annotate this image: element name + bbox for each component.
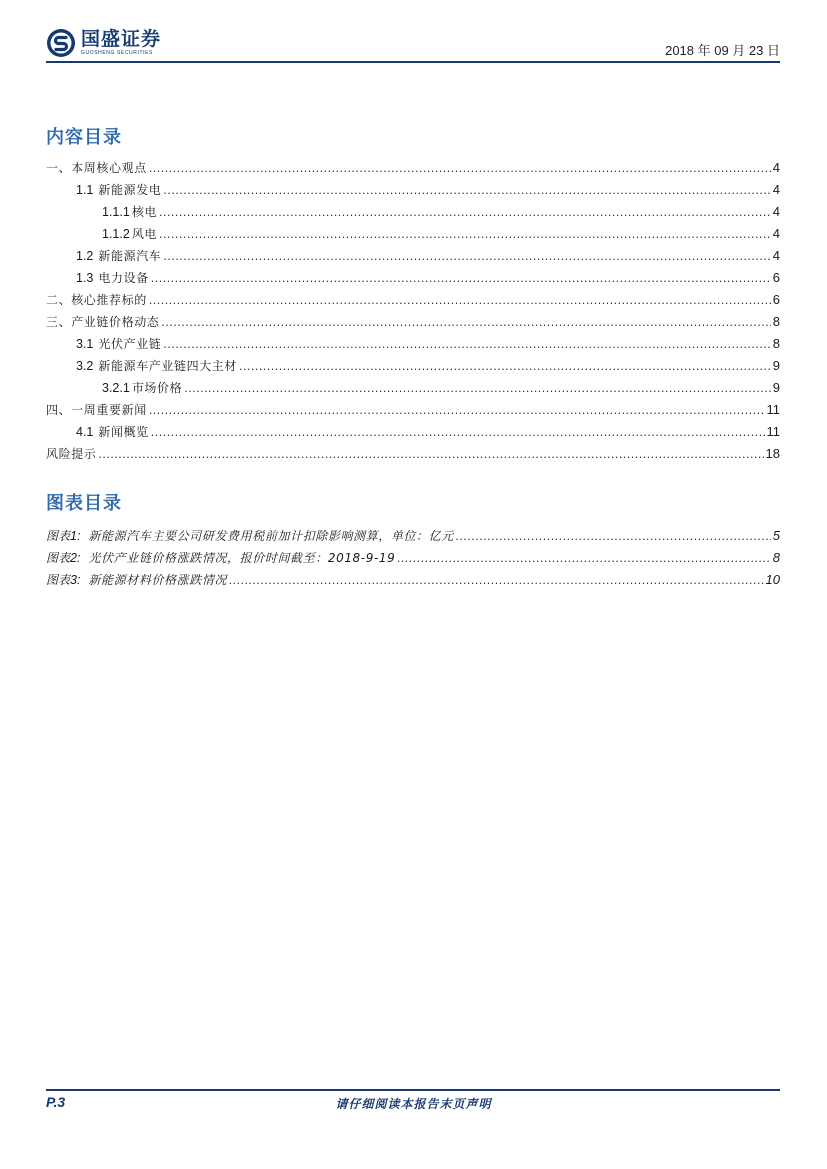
figure-item-number: 1: (70, 529, 81, 543)
toc-item[interactable] (46, 245, 780, 267)
toc-item[interactable] (46, 267, 780, 289)
toc-leader (397, 547, 770, 569)
toc-item-page: 6 (772, 292, 780, 307)
toc-item[interactable] (46, 377, 780, 399)
toc-item-page: 4 (772, 248, 780, 263)
toc-item-page: 8 (772, 314, 780, 329)
toc-leader (149, 399, 765, 421)
toc-item-label: 三、产业链价格动态 (46, 315, 160, 329)
figure-item-prefix: 图表 (46, 529, 71, 543)
toc-item-page: 11 (766, 402, 780, 417)
company-logo (46, 26, 161, 60)
figure-list (46, 525, 780, 591)
toc-leader (149, 289, 771, 311)
toc-title: 内容目录 (46, 127, 122, 148)
figure-item-number: 3: (70, 573, 81, 587)
toc-item-number: 1.1 (76, 183, 94, 197)
toc-item-number: 1.2 (76, 249, 94, 263)
toc-item-number: 1.1.1 (102, 205, 130, 219)
toc-item-label: 新闻概览 (98, 425, 149, 439)
toc-item-number: 3.1 (76, 337, 94, 351)
toc-item-page: 8 (772, 336, 780, 351)
toc-leader (239, 355, 771, 377)
toc-item-label: 新能源汽车 (98, 249, 162, 263)
toc-item-page: 4 (772, 182, 780, 197)
toc-item-page: 18 (765, 446, 780, 461)
toc-item[interactable] (46, 201, 780, 223)
disclaimer-note: 请仔细阅读本报告末页声明 (335, 1097, 492, 1111)
toc-item[interactable] (46, 399, 780, 421)
toc-item-page: 4 (772, 204, 780, 219)
figure-list-title: 图表目录 (46, 493, 122, 514)
toc-leader (456, 525, 771, 547)
toc-item-number: 4.1 (76, 425, 94, 439)
toc-item[interactable] (46, 179, 780, 201)
toc-leader (161, 311, 770, 333)
logo-subtext: GUOSHENG SECURITIES (81, 50, 153, 56)
toc-item-page: 4 (772, 226, 780, 241)
toc-item[interactable] (46, 289, 780, 311)
toc-leader (151, 267, 771, 289)
toc-item-number: 3.2.1 (102, 381, 130, 395)
footer-divider (46, 1089, 780, 1091)
toc-leader (98, 443, 763, 465)
logo-text: 国盛证券 (81, 28, 162, 50)
toc-item-label: 电力设备 (98, 271, 149, 285)
toc-item-number: 1.3 (76, 271, 94, 285)
toc-item[interactable] (46, 157, 780, 179)
toc-leader (159, 201, 771, 223)
toc-item[interactable] (46, 443, 780, 465)
toc-item-label: 核电 (131, 205, 158, 219)
header-divider (46, 61, 780, 63)
toc-item-label: 新能源车产业链四大主材 (98, 359, 237, 373)
toc-item-label: 四、一周重要新闻 (46, 403, 147, 417)
figure-item-page: 10 (765, 572, 780, 587)
page-number: P.3 (46, 1094, 66, 1110)
toc-leader (163, 179, 770, 201)
toc-item-number: 1.1.2 (102, 227, 130, 241)
toc-item-label: 二、核心推荐标的 (46, 293, 147, 307)
toc-leader (163, 245, 770, 267)
toc-item-number: 3.2 (76, 359, 94, 373)
figure-item[interactable] (46, 569, 780, 591)
toc-leader (151, 421, 765, 443)
figure-item-label: 新能源汽车主要公司研发费用税前加计扣除影响测算，单位：亿元 (88, 529, 454, 543)
toc-item[interactable] (46, 355, 780, 377)
toc-leader (149, 157, 771, 179)
toc-item-label: 新能源发电 (98, 183, 162, 197)
toc-list (46, 157, 780, 465)
figure-item-label: 新能源材料价格涨跌情况 (88, 573, 228, 587)
toc-leader (163, 333, 770, 355)
figure-item-page: 8 (772, 550, 780, 565)
toc-leader (159, 223, 771, 245)
toc-item-label: 光伏产业链 (98, 337, 162, 351)
figure-item-number: 2: (70, 551, 81, 565)
toc-item-label: 风险提示 (46, 447, 97, 461)
toc-item-page: 9 (772, 380, 780, 395)
figure-item-prefix: 图表 (46, 573, 71, 587)
toc-item[interactable] (46, 333, 780, 355)
toc-leader (184, 377, 771, 399)
toc-item-page: 4 (772, 160, 780, 175)
toc-item-label: 风电 (131, 227, 158, 241)
guosheng-logo-icon (46, 28, 76, 58)
toc-leader (229, 569, 763, 591)
toc-item-page: 11 (766, 424, 780, 439)
toc-item[interactable] (46, 223, 780, 245)
toc-item-page: 9 (772, 358, 780, 373)
figure-item-label: 光伏产业链价格涨跌情况，报价时间截至：2018-9-19 (88, 551, 396, 565)
toc-item-label: 一、本周核心观点 (46, 161, 147, 175)
report-date: 2018 年 09 月 23 日 (665, 43, 780, 58)
figure-item-page: 5 (772, 528, 780, 543)
figure-item[interactable] (46, 525, 780, 547)
figure-item[interactable] (46, 547, 780, 569)
page-header (46, 24, 780, 62)
toc-item[interactable] (46, 311, 780, 333)
toc-item[interactable] (46, 421, 780, 443)
toc-item-label: 市场价格 (131, 381, 183, 395)
figure-item-prefix: 图表 (46, 551, 71, 565)
toc-item-page: 6 (772, 270, 780, 285)
